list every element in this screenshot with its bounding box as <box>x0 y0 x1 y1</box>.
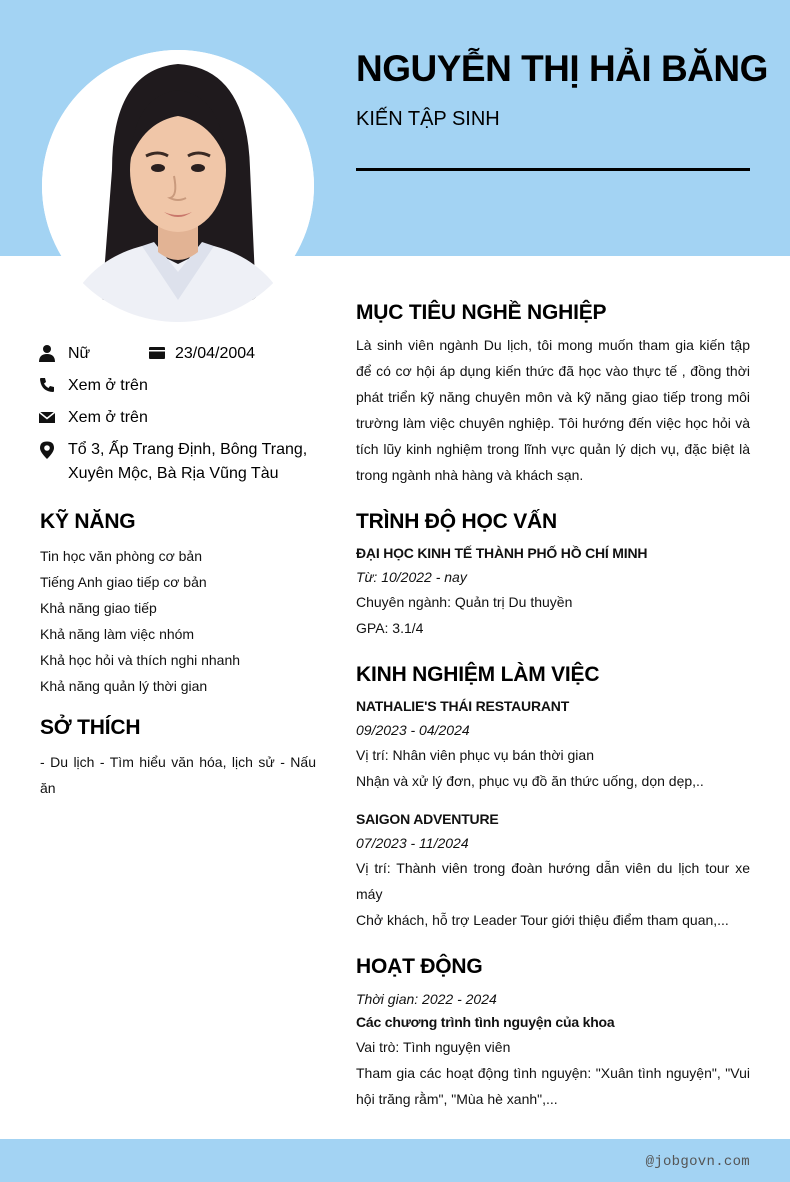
school-name: ĐẠI HỌC KINH TẾ THÀNH PHỐ HỒ CHÍ MINH <box>356 545 648 561</box>
address-line-2: Xuyên Mộc, Bà Rịa Vũng Tàu <box>68 465 279 482</box>
objective-line: phát triển kỹ năng chuyên môn và kỹ năng giao tiếp trong môi <box>356 389 750 405</box>
objective-line: trường làm việc chuyên nghiệp. Tôi hướng đến việc học hỏi và <box>356 415 750 431</box>
objective-line: tích lũy kinh nghiệm trong lĩnh vực quản lý dịch vụ, đặc biệt là <box>356 441 750 457</box>
person-icon <box>38 344 56 362</box>
skill-item: Khả năng làm việc nhóm <box>40 626 195 642</box>
job-company: SAIGON ADVENTURE <box>356 811 499 827</box>
hobbies-heading: SỞ THÍCH <box>40 716 141 739</box>
location-pin-icon <box>38 441 56 459</box>
job-title: KIẾN TẬP SINH <box>356 108 500 130</box>
phone-value: Xem ở trên <box>68 377 148 394</box>
job-role: Vị trí: Nhân viên phục vụ bán thời gian <box>356 747 594 763</box>
candidate-name: NGUYỄN THỊ HẢI BĂNG <box>356 48 768 89</box>
skill-item: Khả năng quản lý thời gian <box>40 678 208 694</box>
mail-icon <box>38 408 56 426</box>
profile-photo <box>42 50 314 322</box>
address-line-1: Tổ 3, Ấp Trang Định, Bông Trang, <box>68 441 308 458</box>
experience-heading: KINH NGHIỆM LÀM VIỆC <box>356 663 600 686</box>
objective-line: trong ngành nhà hàng và khách sạn. <box>356 467 584 483</box>
education-heading: TRÌNH ĐỘ HỌC VẤN <box>356 510 557 533</box>
gender-value: Nữ <box>68 345 91 362</box>
skill-item: Khả năng giao tiếp <box>40 600 157 616</box>
objective-heading: MỤC TIÊU NGHỀ NGHIỆP <box>356 301 607 324</box>
title-divider <box>356 168 750 171</box>
job-role-line-2: máy <box>356 886 383 902</box>
phone-icon <box>38 376 56 394</box>
email-value: Xem ở trên <box>68 409 148 426</box>
activity-role: Vai trò: Tình nguyện viên <box>356 1039 511 1055</box>
job-period: 09/2023 - 04/2024 <box>356 722 470 738</box>
activity-desc-line-1: Tham gia các hoạt động tình nguyện: "Xuân tình nguyện", "Vui <box>356 1065 750 1081</box>
dob-row <box>148 342 308 366</box>
activity-name: Các chương trình tình nguyện của khoa <box>356 1014 615 1030</box>
objective-text <box>356 332 750 488</box>
job-description: Nhận và xử lý đơn, phục vụ đồ ăn thức uống, dọn dẹp,.. <box>356 773 704 789</box>
footer-watermark: @jobgovn.com <box>645 1154 750 1170</box>
hobbies-line-2: ăn <box>40 780 56 796</box>
education-major: Chuyên ngành: Quản trị Du thuyền <box>356 594 573 610</box>
hobbies-line-1: - Du lịch - Tìm hiểu văn hóa, lịch sử - Nấu <box>40 754 316 770</box>
gender-row <box>38 342 158 366</box>
activity-period: Thời gian: 2022 - 2024 <box>356 991 497 1007</box>
activities-heading: HOẠT ĐỘNG <box>356 955 483 978</box>
education-period: Từ: 10/2022 - nay <box>356 569 467 585</box>
job-period: 07/2023 - 11/2024 <box>356 835 469 851</box>
address-row <box>38 438 318 486</box>
objective-line: Là sinh viên ngành Du lịch, tôi mong muốn tham gia kiến tập <box>356 337 750 353</box>
dob-value: 23/04/2004 <box>175 345 256 362</box>
job-role-line-1: Vị trí: Thành viên trong đoàn hướng dẫn viên du lịch tour xe <box>356 860 750 876</box>
job-description: Chở khách, hỗ trợ Leader Tour giới thiệu điểm tham quan,... <box>356 912 729 928</box>
education-gpa: GPA: 3.1/4 <box>356 620 424 636</box>
skills-list <box>40 543 240 699</box>
calendar-icon <box>148 344 166 362</box>
skills-heading: KỸ NĂNG <box>40 510 136 533</box>
phone-row <box>38 374 238 398</box>
skill-item: Tiếng Anh giao tiếp cơ bản <box>40 574 207 590</box>
skill-item: Tin học văn phòng cơ bản <box>40 548 202 564</box>
job-company: NATHALIE'S THÁI RESTAURANT <box>356 698 570 714</box>
activity-desc-line-2: hội trăng rằm", "Mùa hè xanh",... <box>356 1091 558 1107</box>
skill-item: Khả học hỏi và thích nghi nhanh <box>40 652 241 668</box>
objective-line: để có cơ hội áp dụng kiến thức đã học vào thực tế , đồng thời <box>356 363 750 379</box>
email-row <box>38 406 238 430</box>
